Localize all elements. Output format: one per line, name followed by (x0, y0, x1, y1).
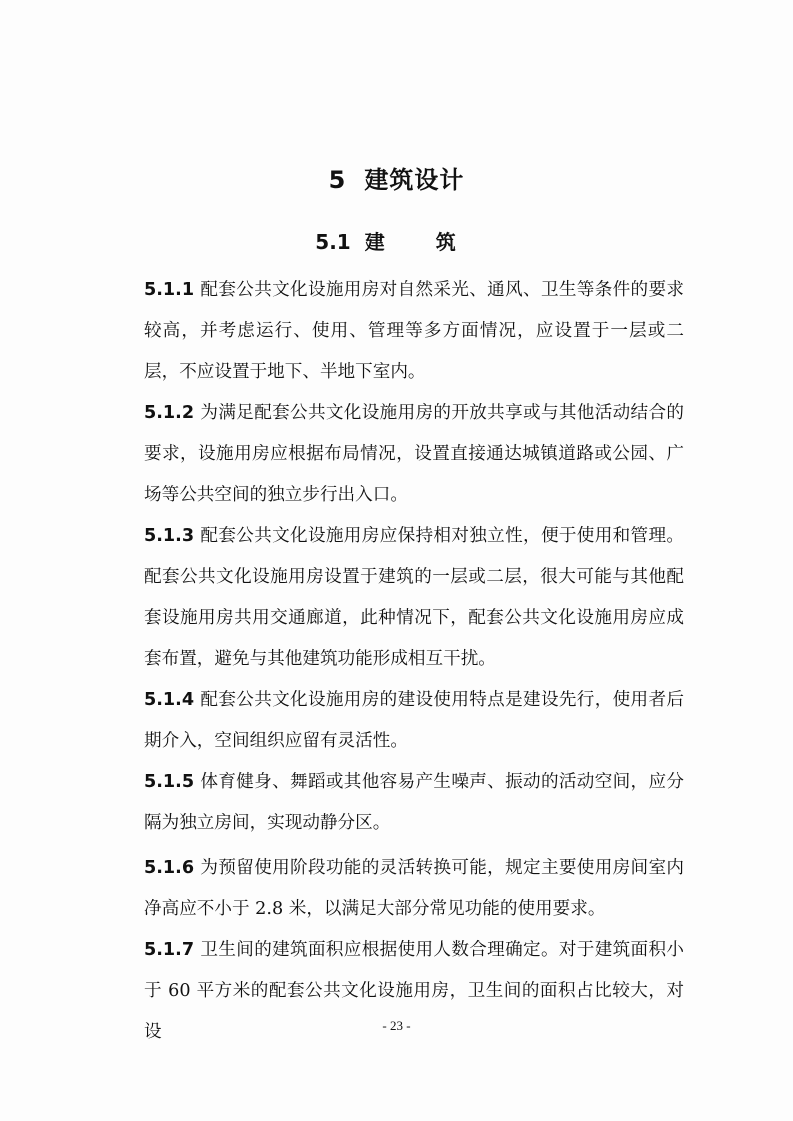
clause-number: 5.1.2 (144, 403, 195, 423)
chapter-title (0, 160, 793, 195)
clause-5-1-6 (144, 848, 684, 930)
clause-5-1-2 (144, 393, 684, 516)
clause-text: 配套公共文化设施用房的建设使用特点是建设先行，使用者后期介入，空间组织应留有灵活性。 (144, 690, 684, 751)
chapter-number: 5 (328, 166, 347, 194)
clause-5-1-4 (144, 680, 684, 762)
clause-text: 体育健身、舞蹈或其他容易产生噪声、振动的活动空间，应分隔为独立房间，实现动静分区。 (144, 772, 684, 833)
clause-list (144, 270, 684, 1053)
clause-number: 5.1.3 (144, 526, 195, 546)
clause-text: 为预留使用阶段功能的灵活转换可能，规定主要使用房间室内净高应不小于 2.8 米，以满足大部分常见功能的使用要求。 (144, 858, 684, 919)
clause-number: 5.1.6 (144, 858, 195, 878)
clause-number: 5.1.7 (144, 940, 195, 960)
clause-5-1-1 (144, 270, 684, 393)
clause-number: 5.1.4 (144, 690, 195, 710)
clause-text: 配套公共文化设施用房应保持相对独立性，便于使用和管理。配套公共文化设施用房设置于建筑的一层或二层，很大可能与其他配套设施用房共用交通廊道，此种情况下，配套公共文化设施用房应成套布置，避免与其他建筑功能形成相互干扰。 (144, 526, 684, 669)
clause-text: 为满足配套公共文化设施用房的开放共享或与其他活动结合的要求，设施用房应根据布局情况，设置直接通达城镇道路或公园、广场等公共空间的独立步行出入口。 (144, 403, 684, 505)
clause-number: 5.1.5 (144, 772, 195, 792)
section-number: 5.1 (315, 230, 351, 254)
clause-text: 配套公共文化设施用房对自然采光、通风、卫生等条件的要求较高，并考虑运行、使用、管理等多方面情况，应设置于一层或二层，不应设置于地下、半地下室内。 (144, 280, 684, 382)
section-title (0, 226, 793, 255)
clause-5-1-7 (144, 930, 684, 1053)
chapter-name: 建筑设计 (364, 166, 465, 194)
clause-5-1-5 (144, 762, 684, 844)
section-name: 建 筑 (364, 230, 478, 254)
page-number: - 23 - (382, 1018, 411, 1033)
clause-text: 卫生间的建筑面积应根据使用人数合理确定。对于建筑面积小于 60 平方米的配套公共文化设施用房，卫生间的面积占比较大，对设 (144, 940, 684, 1042)
clause-5-1-3 (144, 516, 684, 680)
clause-number: 5.1.1 (144, 280, 195, 300)
